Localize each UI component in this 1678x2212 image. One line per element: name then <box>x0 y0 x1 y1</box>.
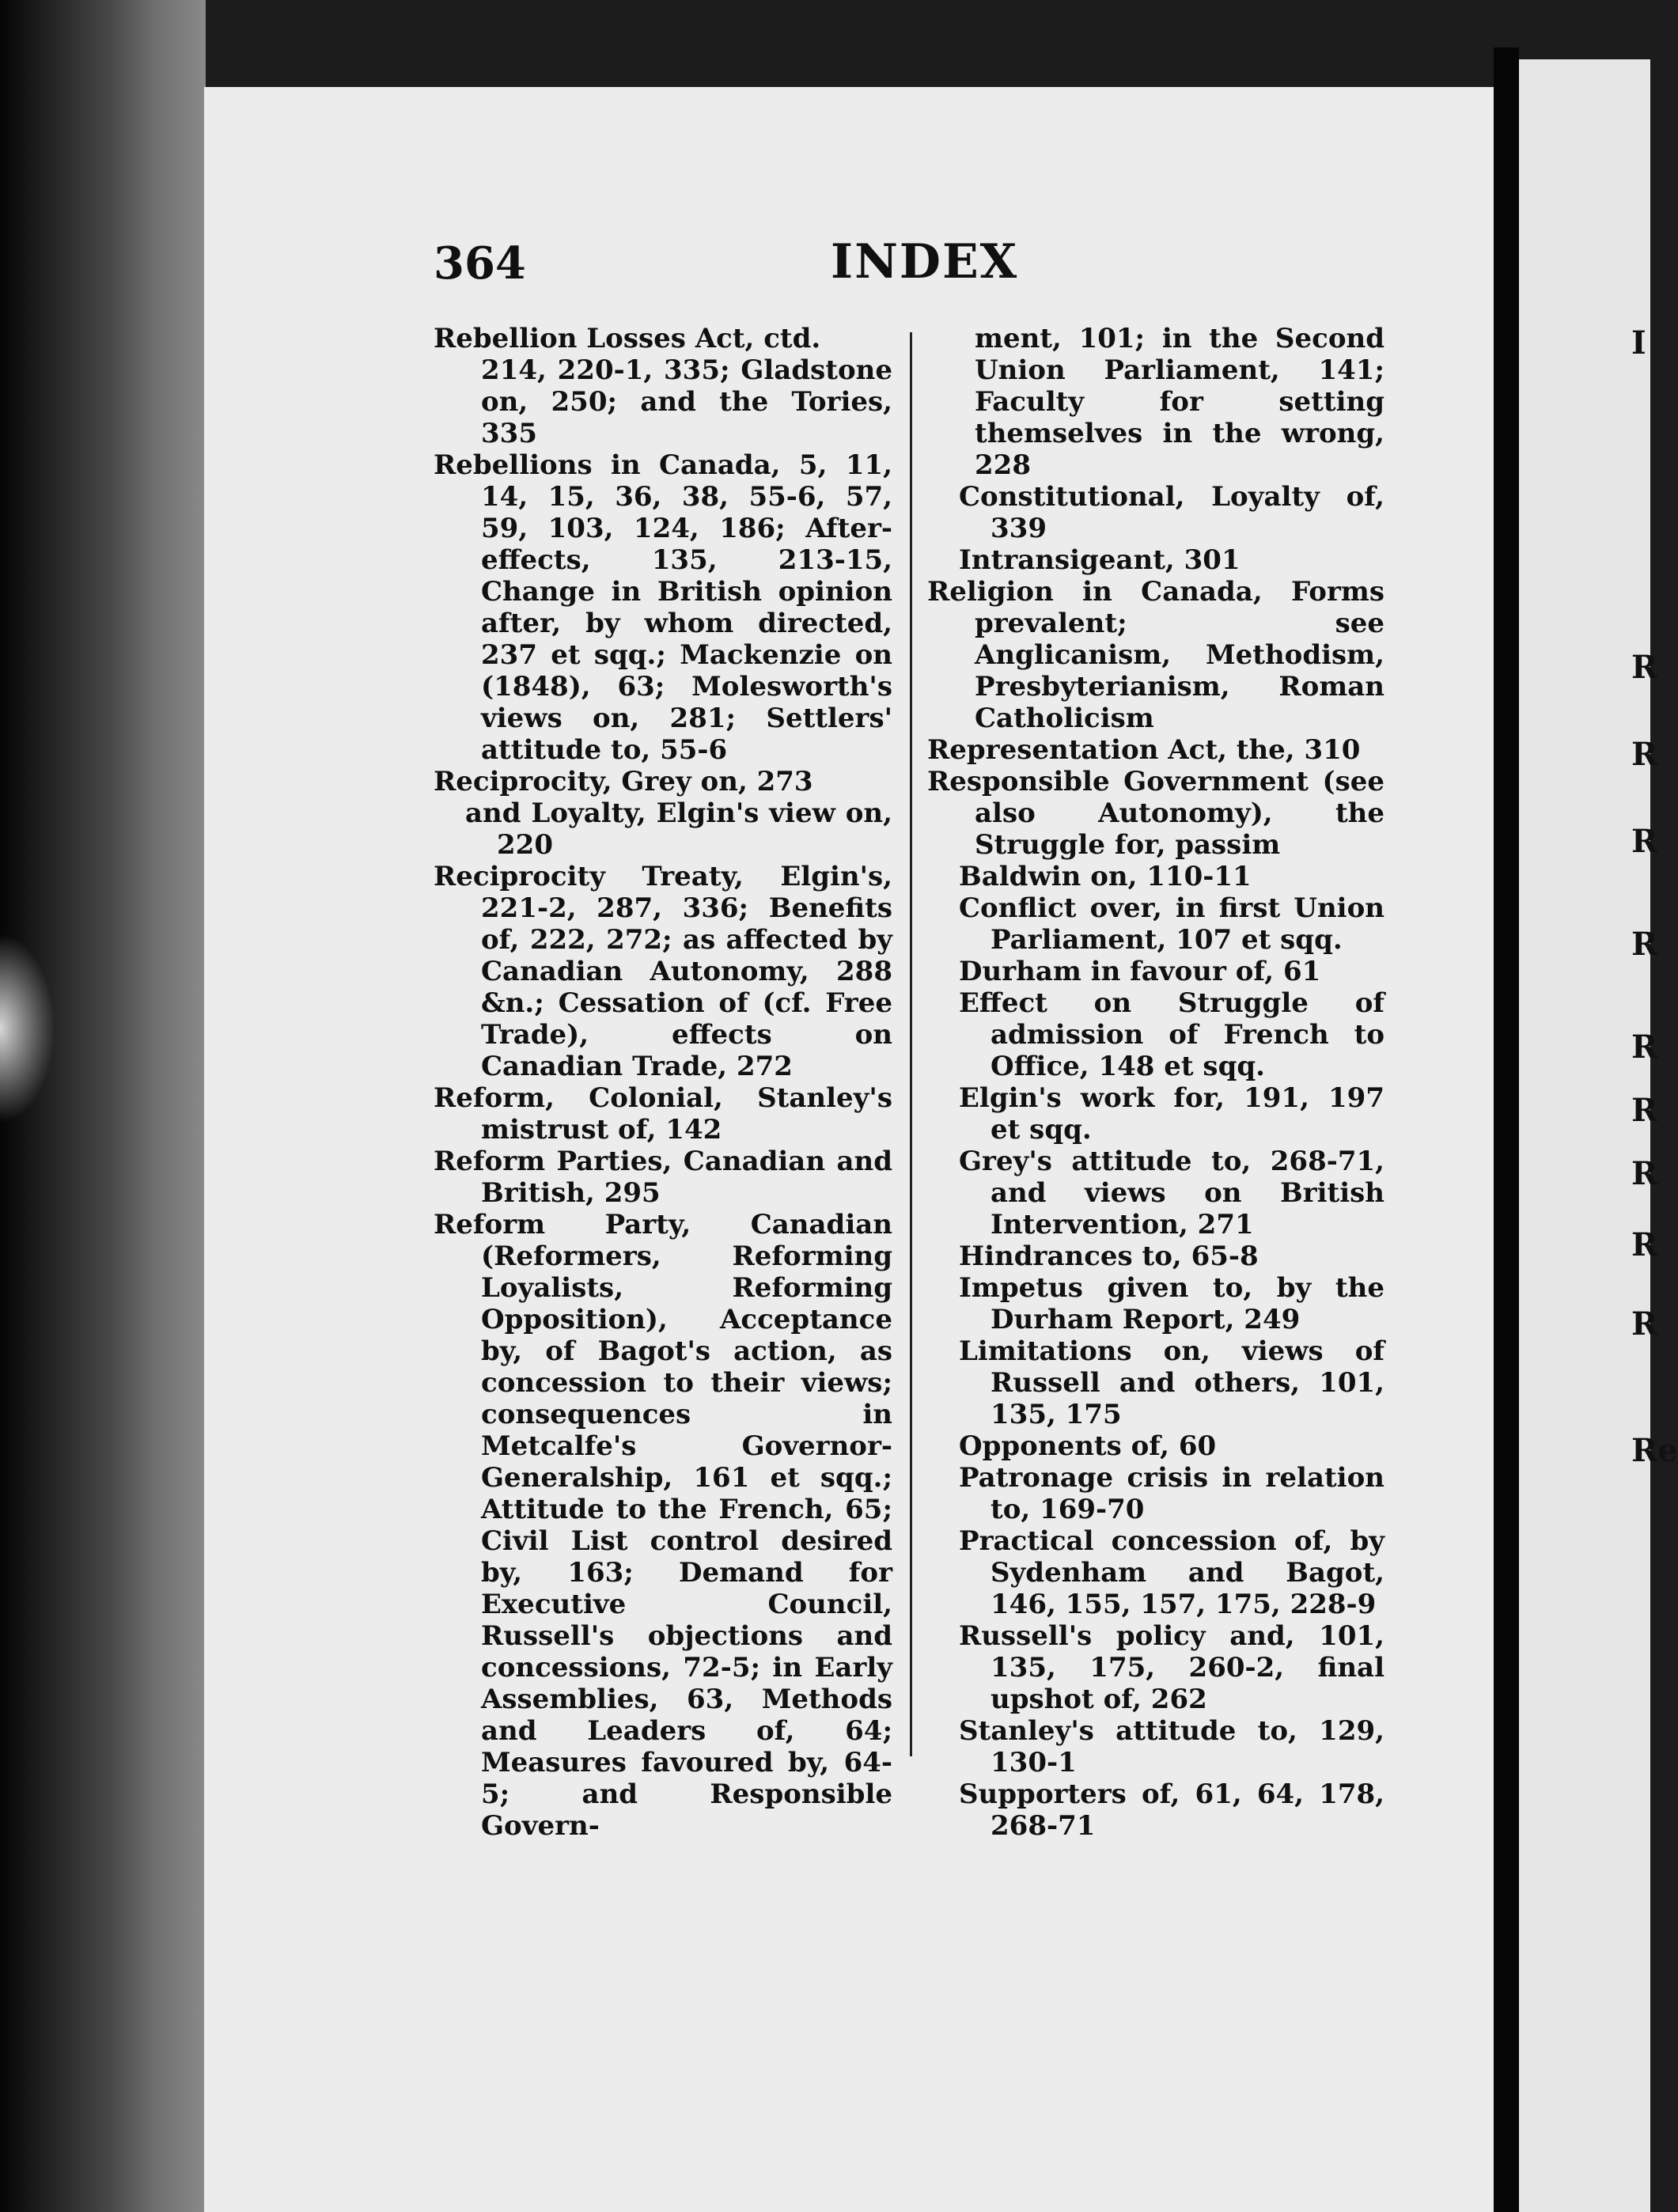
running-head: INDEX <box>831 234 1019 290</box>
adjacent-page-letter: Re <box>1631 1432 1678 1469</box>
spine-glare <box>0 934 55 1123</box>
adjacent-page-letter: R <box>1631 1305 1658 1343</box>
adjacent-page-letter: R <box>1631 1092 1658 1129</box>
column-rule <box>910 332 912 1756</box>
index-subentry: Hindrances to, 65-8 <box>959 1240 1259 1272</box>
index-entry: Reform Party, Canadian (Reformers, Reforming Loyalists, Reforming Opposition), Acceptance by, of Bagot's action, as concession to their views; consequences in Metcalfe's Governor-Generalship, 161 et sqq.; Attitude to the French, 65; Civil List control desired by, 163; Demand for Executive Council, Russell's objections and concessions, 72-5; in Early Assemblies, 63, Methods and Leaders of, 64; Measures favoured by, 64-5; and Responsible Govern- <box>434 1209 892 1842</box>
index-subentry: Baldwin on, 110-11 <box>959 861 1252 892</box>
index-subentry: Intransigeant, 301 <box>959 544 1241 576</box>
index-entry: Representation Act, the, 310 <box>927 734 1361 766</box>
index-subentry: Supporters of, 61, 64, 178, 268-71 <box>959 1778 1384 1842</box>
index-entry: Religion in Canada, Forms prevalent; see Anglicanism, Methodism, Presbyterianism, Roman Catholicism <box>927 576 1384 734</box>
right-column <box>927 323 1384 1842</box>
adjacent-page-letter: R <box>1631 823 1658 860</box>
index-subentry: Russell's policy and, 101, 135, 175, 260-2, final upshot of, 262 <box>959 1620 1384 1715</box>
index-entry-continuation: 214, 220-1, 335; Gladstone on, 250; and the Tories, 335 <box>481 354 892 449</box>
index-subentry: Conflict over, in first Union Parliament, 107 et sqq. <box>959 892 1384 956</box>
page-number: 364 <box>434 237 526 290</box>
index-subentry: Limitations on, views of Russell and others, 101, 135, 175 <box>959 1335 1384 1430</box>
index-subentry: Opponents of, 60 <box>959 1430 1217 1462</box>
adjacent-page-letter: R <box>1631 1155 1658 1192</box>
index-subentry: and Loyalty, Elgin's view on, 220 <box>465 797 892 861</box>
index-entry: Reform Parties, Canadian and British, 295 <box>434 1146 892 1209</box>
index-entry: Rebellions in Canada, 5, 11, 14, 15, 36, 38, 55-6, 57, 59, 103, 124, 186; After-effects, 135, 213-15, Change in British opinion after, by whom directed, 237 et sqq.; Mackenzie on (1848), 63; Molesworth's views on, 281; Settlers' attitude to, 55-6 <box>434 449 892 766</box>
index-entry-continuation: ment, 101; in the Second Union Parliament, 141; Faculty for setting themselves in the wrong, 228 <box>975 323 1384 481</box>
index-entry: Responsible Government (see also Autonomy), the Struggle for, passim <box>927 766 1384 861</box>
index-subentry: Durham in favour of, 61 <box>959 956 1321 987</box>
index-subentry: Practical concession of, by Sydenham and Bagot, 146, 155, 157, 175, 228-9 <box>959 1525 1384 1620</box>
index-subentry: Stanley's attitude to, 129, 130-1 <box>959 1715 1384 1778</box>
adjacent-page-letter: R <box>1631 736 1658 773</box>
adjacent-page-letter: R <box>1631 1028 1658 1066</box>
index-subentry: Impetus given to, by the Durham Report, 249 <box>959 1272 1384 1335</box>
adjacent-page-letter: R <box>1631 649 1658 686</box>
index-entry: Rebellion Losses Act, ctd. <box>434 323 821 354</box>
index-entry: Reciprocity, Grey on, 273 <box>434 766 813 797</box>
index-entry: Reform, Colonial, Stanley's mistrust of, 142 <box>434 1082 892 1146</box>
index-subentry: Constitutional, Loyalty of, 339 <box>959 481 1384 544</box>
index-entry: Reciprocity Treaty, Elgin's, 221-2, 287, 336; Benefits of, 222, 272; as affected by Canadian Autonomy, 288 &n.; Cessation of (cf. Free Trade), effects on Canadian Trade, 272 <box>434 861 892 1082</box>
index-subentry: Patronage crisis in relation to, 169-70 <box>959 1462 1384 1525</box>
adjacent-page-letter: R <box>1631 1226 1658 1263</box>
adjacent-page-letter: R <box>1631 926 1658 963</box>
index-subentry: Effect on Struggle of admission of French to Office, 148 et sqq. <box>959 987 1384 1082</box>
adjacent-page <box>1519 59 1650 2212</box>
left-column <box>434 323 892 1842</box>
index-subentry: Elgin's work for, 191, 197 et sqq. <box>959 1082 1384 1146</box>
page-gutter <box>1494 47 1519 2212</box>
adjacent-page-letter: I <box>1631 324 1646 362</box>
index-subentry: Grey's attitude to, 268-71, and views on British Intervention, 271 <box>959 1146 1384 1240</box>
